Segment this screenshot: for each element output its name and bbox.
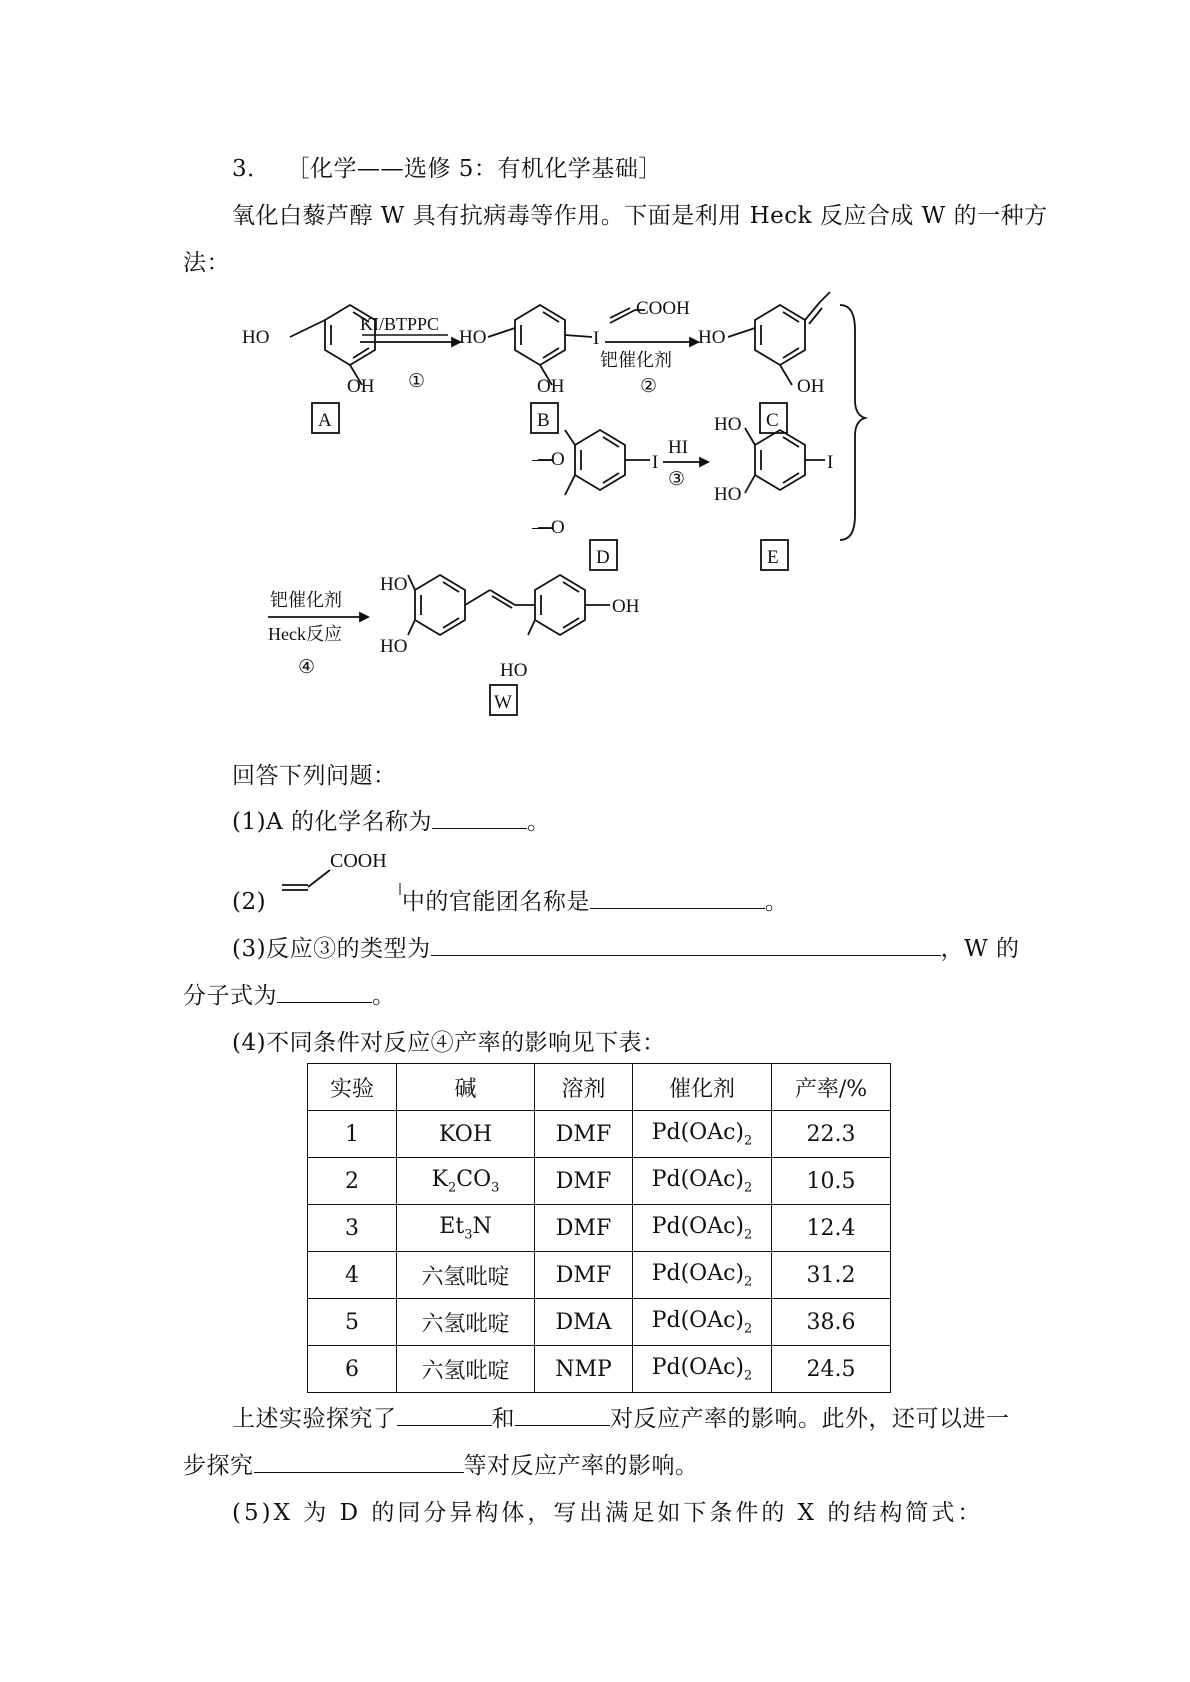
ho-b: HO	[459, 327, 487, 348]
question-header	[232, 150, 662, 183]
iodine-d: I	[652, 452, 659, 473]
svg-text:—O: —O	[532, 449, 565, 470]
right-brace	[840, 305, 865, 540]
compound-c-structure	[728, 292, 830, 433]
yield-table	[307, 1063, 891, 1393]
table-row: 3 $Et_3N$ DMF $Pd(OAc)_2$ 12.4	[308, 1205, 891, 1252]
svg-text:COOH: COOH	[330, 850, 387, 872]
prompt-text: 回答下列问题：	[232, 763, 397, 789]
pd-catalyst-2: 钯催化剂	[600, 350, 672, 370]
step-2-label: ②	[640, 376, 658, 397]
oh-b: OH	[537, 376, 565, 397]
reaction-scheme	[0, 290, 1190, 750]
label-w: W	[494, 692, 512, 713]
answer-blank-3b[interactable]	[277, 982, 372, 1003]
question-3-line-2: 分子式为 。	[183, 983, 396, 1009]
after-table-line-1: 上述实验探究了 和 对反应产率的影响。此外，还可以进一	[232, 1406, 1010, 1432]
ho-w-bottom: HO	[380, 636, 408, 657]
ho-e-bottom: HO	[714, 484, 742, 505]
table-row: 2 $K_2CO_3$ DMF $Pd(OAc)_2$ 10.5	[308, 1158, 891, 1205]
after-table-line-2: 步探究 等对反应产率的影响。	[183, 1453, 699, 1479]
question-title: ［化学——选修 5：有机化学基础］	[286, 156, 662, 182]
question-3-line-1: (3)反应③的类型为 ，W 的	[232, 936, 1020, 962]
oh-c: OH	[797, 376, 825, 397]
hi-reagent: HI	[668, 437, 689, 458]
reagent-ki-btppc: KI/BTPPC	[360, 314, 440, 334]
table-row: 6 六氢吡啶 NMP $Pd(OAc)_2$ 24.5	[308, 1346, 891, 1393]
header-solvent: 溶剂	[535, 1064, 633, 1111]
answer-blank-4c[interactable]	[254, 1452, 464, 1473]
header-catalyst: 催化剂	[633, 1064, 772, 1111]
ho-w-top: HO	[380, 574, 408, 595]
header-yield: 产率/%	[772, 1064, 891, 1111]
answer-blank-3a[interactable]	[431, 935, 941, 956]
answer-blank-1[interactable]	[432, 808, 527, 829]
ho-w-lower: HO	[500, 660, 528, 681]
table-header-row	[308, 1064, 891, 1111]
heck-reaction-label: Heck反应	[268, 624, 342, 644]
oh-w-right: OH	[612, 596, 640, 617]
label-c: C	[766, 410, 779, 431]
cooh-reagent: COOH	[636, 298, 690, 319]
ho-a: HO	[242, 327, 270, 348]
label-e: E	[767, 547, 779, 568]
question-1: (1)A 的化学名称为 。	[232, 809, 551, 835]
ho-c: HO	[698, 327, 726, 348]
label-d: D	[596, 547, 610, 568]
intro-line-1: 氧化白藜芦醇 W 具有抗病毒等作用。下面是利用 Heck 反应合成 W 的一种方	[232, 203, 1048, 229]
step-4-label: ④	[298, 657, 316, 678]
label-a: A	[318, 410, 332, 431]
compound-e-structure	[745, 428, 825, 570]
step-1-label: ①	[408, 371, 426, 392]
question-5: (5)X 为 D 的同分异构体，写出满足如下条件的 X 的结构简式：	[232, 1500, 984, 1526]
table-row: 5 六氢吡啶 DMA $Pd(OAc)_2$ 38.6	[308, 1299, 891, 1346]
answer-blank-4a[interactable]	[397, 1405, 492, 1426]
svg-text:—O: —O	[532, 517, 565, 538]
pd-catalyst-4: 钯催化剂	[270, 590, 342, 610]
answer-blank-2[interactable]	[590, 888, 765, 909]
iodine-b: I	[593, 328, 600, 349]
answer-blank-4b[interactable]	[515, 1405, 610, 1426]
question-4: (4)不同条件对反应④产率的影响见下表：	[232, 1030, 666, 1056]
label-b: B	[537, 410, 550, 431]
header-experiment: 实验	[308, 1064, 397, 1111]
question-2: (2) 中的官能团名称是 。	[232, 889, 789, 915]
step-3-label: ③	[668, 469, 686, 490]
header-base: 碱	[397, 1064, 535, 1111]
intro-line-2: 法：	[183, 250, 230, 276]
ho-e-top: HO	[714, 414, 742, 435]
oh-a: OH	[347, 376, 375, 397]
table-row: 1 KOH DMF $Pd(OAc)_2$ 22.3	[308, 1111, 891, 1158]
question-number: 3．	[232, 156, 271, 182]
table-row: 4 六氢吡啶 DMF $Pd(OAc)_2$ 31.2	[308, 1252, 891, 1299]
iodine-e: I	[827, 452, 834, 473]
